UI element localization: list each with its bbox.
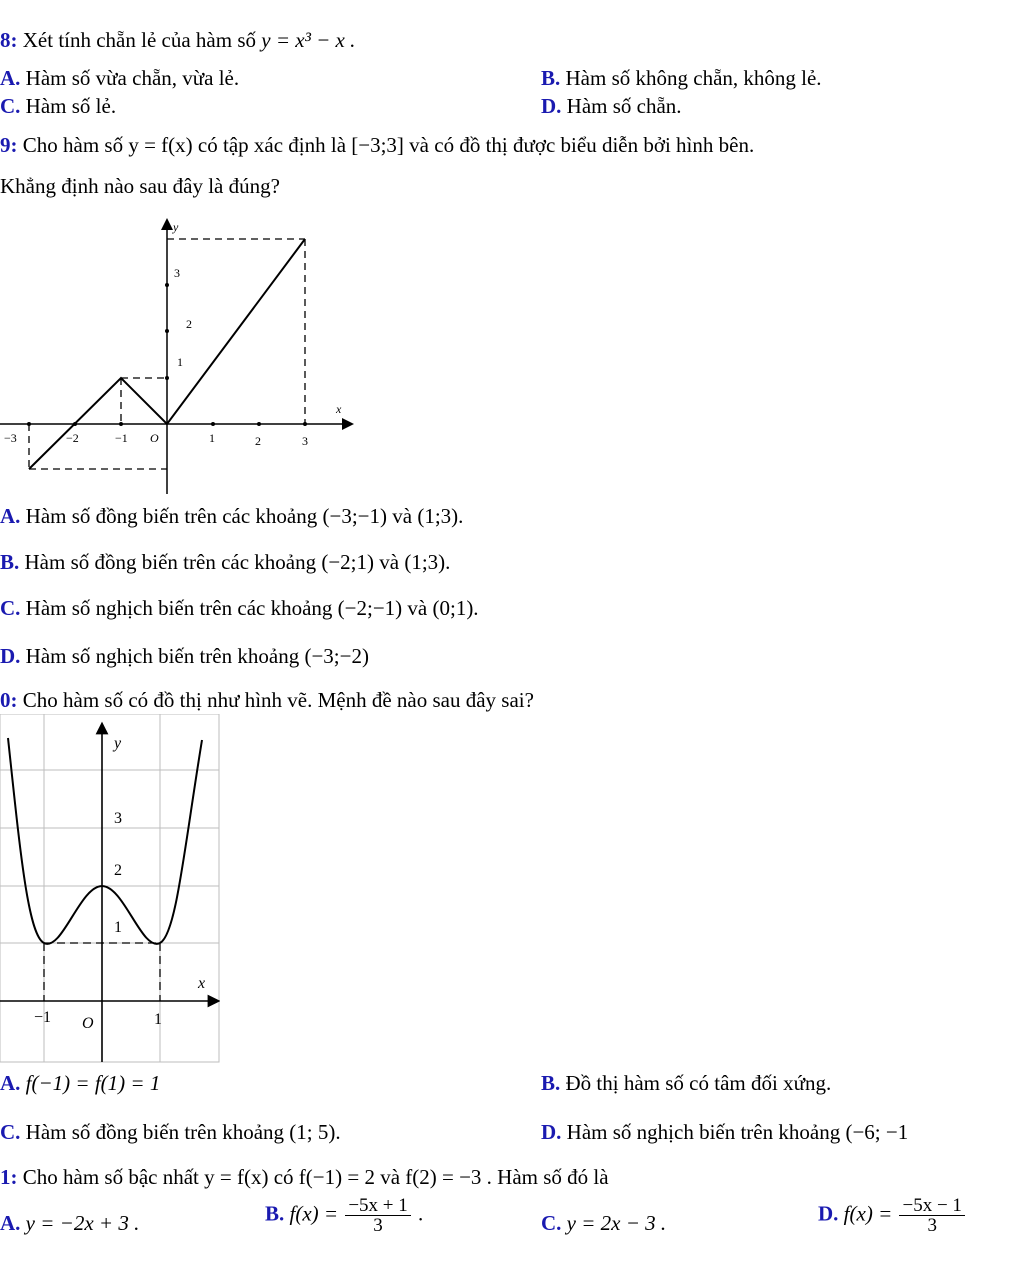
x-tick-label: 1 <box>154 1011 162 1028</box>
option-text: Hàm số nghịch biến trên khoảng (−6; −1 <box>566 1120 909 1144</box>
x-tick-label: 3 <box>302 434 308 448</box>
option-letter: B. <box>265 1201 285 1226</box>
y-tick-label: 1 <box>114 919 122 936</box>
option-text: f(−1) = f(1) = 1 <box>25 1071 161 1095</box>
option-letter: D. <box>0 644 21 668</box>
q9-option-d[interactable] <box>0 646 369 667</box>
x-axis-label: x <box>198 975 206 992</box>
x-tick-label: −1 <box>34 1009 52 1026</box>
option-prefix: f(x) = <box>289 1201 339 1226</box>
q10-number: 0: <box>0 688 18 712</box>
q10-graph <box>0 714 220 1064</box>
q11-option-d[interactable] <box>818 1196 967 1235</box>
fraction-numerator: −5x − 1 <box>899 1196 964 1216</box>
option-letter: B. <box>541 66 561 90</box>
function-curve <box>8 738 202 944</box>
q11-option-b[interactable] <box>265 1196 423 1235</box>
x-axis-label: x <box>336 402 342 416</box>
q8-option-a[interactable] <box>0 68 239 89</box>
q8-option-c[interactable] <box>0 96 116 117</box>
x-tick-label: −1 <box>115 431 128 445</box>
q9-option-a[interactable] <box>0 506 463 527</box>
option-letter: C. <box>0 596 21 620</box>
fraction-denominator: 3 <box>373 1215 383 1236</box>
q9-option-c[interactable] <box>0 598 479 619</box>
option-text: Hàm số nghịch biến trên các khoảng (−2;−1) và (0;1). <box>25 596 479 620</box>
q11-stem <box>0 1167 609 1188</box>
option-letter: D. <box>541 1120 562 1144</box>
origin-label: O <box>82 1015 94 1032</box>
fraction <box>899 1196 964 1235</box>
option-text: Hàm số chẵn. <box>566 94 682 118</box>
fraction-denominator: 3 <box>927 1215 937 1236</box>
q9-stem-line1 <box>0 135 754 156</box>
option-text: y = −2x + 3 . <box>25 1211 140 1235</box>
q8-option-d[interactable] <box>541 96 682 117</box>
option-letter: B. <box>541 1071 561 1095</box>
q10-stem <box>0 690 534 711</box>
y-axis-label: y <box>173 220 179 234</box>
x-tick-label: 1 <box>209 431 215 445</box>
y-tick-label: 3 <box>174 266 180 280</box>
q11-option-c[interactable] <box>541 1213 666 1234</box>
option-text: y = 2x − 3 . <box>566 1211 667 1235</box>
option-text: Hàm số đồng biến trên các khoảng (−2;1) và (1;3). <box>24 550 451 574</box>
option-text: Hàm số lẻ. <box>25 94 117 118</box>
q10-option-d[interactable] <box>541 1122 908 1143</box>
q10-text: Cho hàm số có đồ thị như hình vẽ. Mệnh đề nào sau đây sai? <box>22 688 534 712</box>
option-letter: D. <box>818 1201 839 1226</box>
q8-text: Xét tính chẵn lẻ của hàm số <box>22 28 257 52</box>
fraction-numerator: −5x + 1 <box>345 1196 410 1216</box>
q9-text: Cho hàm số y = f(x) có tập xác định là [−3;3] và có đồ thị được biểu diễn bởi hình bên. <box>22 133 755 157</box>
q9-stem-line2: Khẳng định nào sau đây là đúng? <box>0 174 280 198</box>
q8-formula: y = x³ − x . <box>261 28 356 52</box>
x-tick-label: −2 <box>66 431 79 445</box>
q9-option-b[interactable] <box>0 552 450 573</box>
q10-option-b[interactable] <box>541 1073 831 1094</box>
q10-option-c[interactable] <box>0 1122 341 1143</box>
option-letter: A. <box>0 1211 21 1235</box>
option-letter: B. <box>0 550 20 574</box>
option-letter: D. <box>541 94 562 118</box>
y-tick-label: 3 <box>114 810 122 827</box>
option-text: Đồ thị hàm số có tâm đối xứng. <box>565 1071 832 1095</box>
q8-option-b[interactable] <box>541 68 822 89</box>
y-tick-label: 2 <box>114 862 122 879</box>
q9-number: 9: <box>0 133 18 157</box>
y-tick-label: 2 <box>186 317 192 331</box>
option-letter: C. <box>541 1211 562 1235</box>
q9-graph <box>0 215 360 500</box>
q10-option-a[interactable] <box>0 1073 160 1094</box>
option-letter: A. <box>0 66 21 90</box>
q11-option-a[interactable] <box>0 1213 139 1234</box>
option-text: Hàm số đồng biến trên khoảng (1; 5). <box>25 1120 341 1144</box>
option-prefix: f(x) = <box>843 1201 893 1226</box>
option-text: Hàm số vừa chẵn, vừa lẻ. <box>25 66 240 90</box>
x-tick-label: 2 <box>255 434 261 448</box>
q11-number: 1: <box>0 1165 18 1189</box>
option-text: Hàm số đồng biến trên các khoảng (−3;−1) và (1;3). <box>25 504 464 528</box>
q11-text: Cho hàm số bậc nhất y = f(x) có f(−1) = 2 và f(2) = −3 . Hàm số đó là <box>22 1165 609 1189</box>
origin-label: O <box>150 431 159 445</box>
q8-number: 8: <box>0 28 18 52</box>
x-tick-label: −3 <box>4 431 17 445</box>
q8-stem <box>0 30 355 51</box>
option-text: Hàm số nghịch biến trên khoảng (−3;−2) <box>25 644 369 668</box>
option-letter: C. <box>0 1120 21 1144</box>
option-text: Hàm số không chẵn, không lẻ. <box>565 66 822 90</box>
y-axis-label: y <box>114 735 122 752</box>
option-suffix: . <box>418 1201 424 1226</box>
option-letter: C. <box>0 94 21 118</box>
option-letter: A. <box>0 504 21 528</box>
y-tick-label: 1 <box>177 355 183 369</box>
fraction <box>345 1196 410 1235</box>
option-letter: A. <box>0 1071 21 1095</box>
